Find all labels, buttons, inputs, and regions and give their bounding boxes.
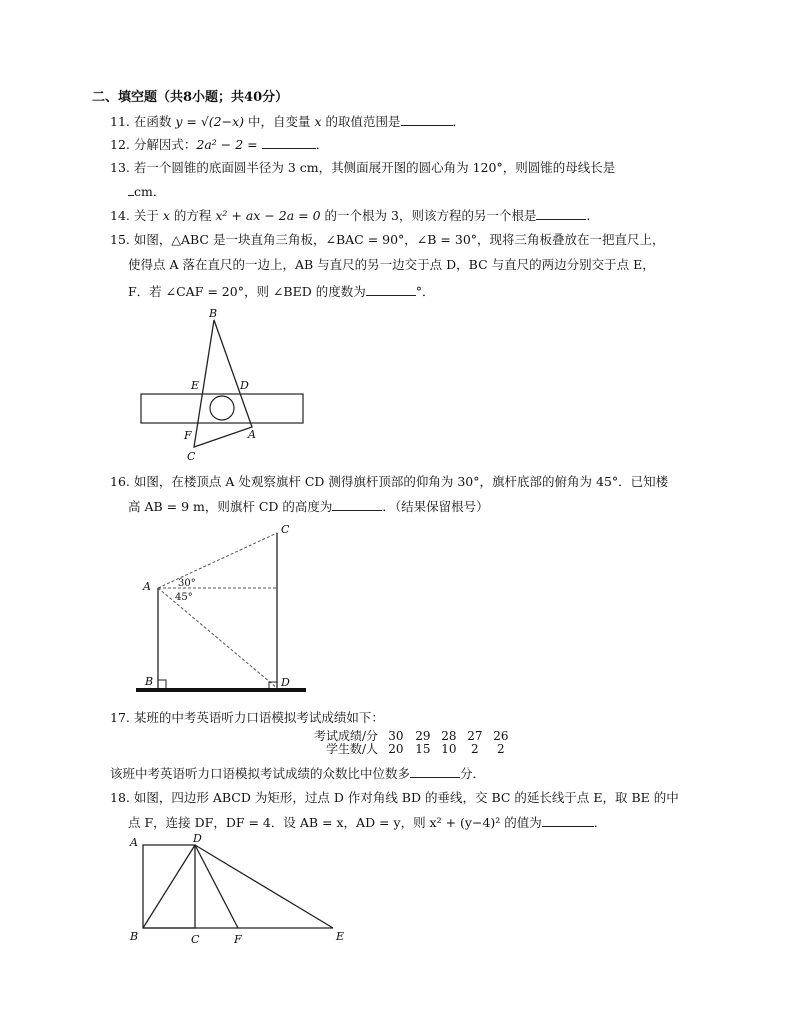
question-15-line2: 使得点 A 落在直尺的一边上，AB 与直尺的另一边交于点 D，BC 与直尺的两边分别交于点 E， [128, 257, 655, 272]
label-A: A [130, 836, 138, 849]
question-number: 12. [110, 137, 130, 152]
label-D: D [193, 832, 202, 845]
question-18-line2: 点 F，连接 DF，DF = 4．设 AB = x，AD = y，则 x² + (y−4)² 的值为 ． [128, 815, 607, 830]
question-12: 12. 分解因式：2a² − 2 = ． [110, 137, 329, 152]
diagonal-BD [143, 845, 195, 928]
label-E: E [336, 930, 345, 943]
label-B: B [145, 675, 154, 688]
question-13: 13. 若一个圆锥的底面圆半径为 3 cm，其侧面展开图的圆心角为 120°，则圆锥的母线长是 [110, 160, 616, 175]
question-number: 15. [110, 232, 130, 247]
label-C: C [191, 933, 200, 946]
score-table-row-2: 学生数/人 20 15 10 2 2 [325, 742, 505, 756]
question-16: 16. 如图，在楼顶点 A 处观察旗杆 CD 测得旗杆顶部的仰角为 30°，旗杆底部的俯角为 45°．已知楼 [110, 474, 669, 489]
label-D: D [240, 379, 249, 392]
question-11: 11. 在函数 y = √(2−x) 中，自变量 x 的取值范围是 ． [110, 114, 466, 129]
label-A: A [143, 580, 151, 593]
angle-45: 45° [175, 592, 193, 603]
label-B: B [130, 930, 139, 943]
label-C: C [187, 450, 196, 463]
question-number: 14. [110, 208, 130, 223]
angle-30: 30° [178, 578, 196, 589]
label-E: E [191, 379, 200, 392]
question-16-line2: 高 AB = 9 m，则旗杆 CD 的高度为 ．（结果保留根号） [128, 499, 489, 514]
question-number: 17. [110, 710, 130, 725]
label-A: A [248, 428, 256, 441]
label-B: B [209, 307, 218, 320]
score-table-row-1: 考试成绩/分 30 29 28 27 26 [313, 729, 509, 743]
question-17: 17. 某班的中考英语听力口语模拟考试成绩如下： [110, 710, 384, 725]
label-F: F [184, 429, 192, 442]
question-15: 15. 如图，△ABC 是一块直角三角板，∠BAC = 90°，∠B = 30°，现将三角板叠放在一把直尺上， [110, 232, 665, 247]
question-17-ask: 该班中考英语听力口语模拟考试成绩的众数比中位数多 分． [110, 766, 486, 781]
section-title: 二、填空题（共8小题；共40分） [92, 90, 289, 105]
question-number: 18. [110, 790, 130, 805]
question-number: 16. [110, 474, 130, 489]
question-14: 14. 关于 x 的方程 x² + ax − 2a = 0 的一个根为 3，则该方程的另一个根是 ． [110, 208, 599, 223]
question-13-line2: cm． [128, 183, 165, 200]
question-18: 18. 如图，四边形 ABCD 为矩形，过点 D 作对角线 BD 的垂线，交 BC 的延长线于点 E，取 BE 的中 [110, 790, 679, 805]
label-F: F [234, 933, 242, 946]
question-15-line3: F．若 ∠CAF = 20°，则 ∠BED 的度数为 °． [128, 284, 435, 299]
question-number: 13. [110, 160, 130, 175]
label-C: C [281, 523, 290, 536]
question-number: 11. [110, 114, 130, 129]
label-D: D [281, 676, 290, 689]
segment-DE [195, 845, 333, 928]
